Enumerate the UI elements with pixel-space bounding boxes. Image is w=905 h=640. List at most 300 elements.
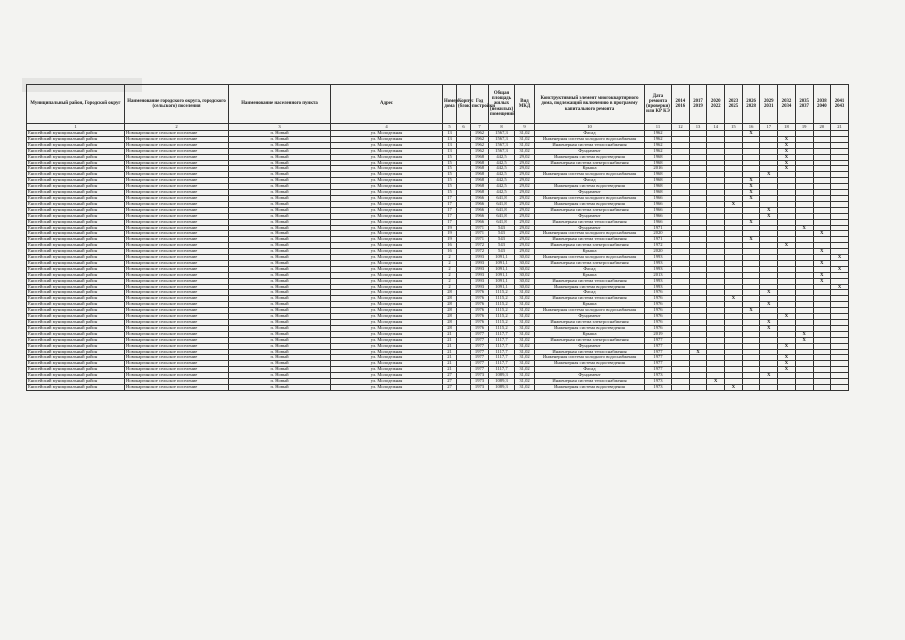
- cell-district: Енисейский муниципальный район: [27, 160, 125, 166]
- cell-house-number: 13: [443, 148, 457, 154]
- period-cell: X: [725, 384, 743, 390]
- cell-build-year: 1968: [471, 184, 489, 190]
- cell-build-year: 1962: [471, 131, 489, 137]
- cell-district: Енисейский муниципальный район: [27, 296, 125, 302]
- cell-house-number: 2: [443, 266, 457, 272]
- cell-building-type: 31,02: [515, 320, 535, 326]
- cell-village: п. Новый: [229, 237, 331, 243]
- period-cell: X: [689, 349, 707, 355]
- cell-address: ул. Молодежная: [331, 302, 443, 308]
- cell-address: ул. Молодежная: [331, 178, 443, 184]
- cell-repair-date: 1968: [645, 160, 672, 166]
- cell-element: Инженерная система холодного водоснабжения: [535, 172, 645, 178]
- cell-settlement: Новокаргинское сельское поселение: [125, 201, 229, 207]
- cell-element: Инженерная система теплоснабжения: [535, 142, 645, 148]
- cell-district: Енисейский муниципальный район: [27, 237, 125, 243]
- cell-repair-date: 1968: [645, 178, 672, 184]
- cell-repair-date: 1993: [645, 278, 672, 284]
- cell-build-year: 1977: [471, 355, 489, 361]
- cell-area: 1567,3: [489, 136, 515, 142]
- cell-district: Енисейский муниципальный район: [27, 213, 125, 219]
- cell-repair-date: 2019: [645, 331, 672, 337]
- cell-settlement: Новокаргинское сельское поселение: [125, 136, 229, 142]
- cell-building-type: 31,02: [515, 384, 535, 390]
- cell-house-number: 15: [443, 172, 457, 178]
- column-number: 15: [725, 124, 743, 131]
- cell-settlement: Новокаргинское сельское поселение: [125, 384, 229, 390]
- cell-house-number: 19: [443, 237, 457, 243]
- period-cell: X: [813, 260, 831, 266]
- cell-repair-date: 1993: [645, 266, 672, 272]
- cell-address: ул. Молодежная: [331, 195, 443, 201]
- column-header: 2017 2019: [689, 85, 707, 124]
- cell-settlement: Новокаргинское сельское поселение: [125, 302, 229, 308]
- cell-repair-date: 1976: [645, 290, 672, 296]
- cell-area: 1117,7: [489, 355, 515, 361]
- column-header: Муниципальный район, Городской округ: [27, 85, 125, 124]
- column-number: 16: [742, 124, 760, 131]
- cell-building-type: 29,02: [515, 219, 535, 225]
- cell-build-year: 1968: [471, 190, 489, 196]
- period-cell: [707, 384, 725, 390]
- cell-area: 1115,2: [489, 290, 515, 296]
- period-cell: X: [760, 373, 778, 379]
- cell-build-year: 1993: [471, 260, 489, 266]
- cell-settlement: Новокаргинское сельское поселение: [125, 249, 229, 255]
- cell-repair-date: 1977: [645, 349, 672, 355]
- cell-address: ул. Молодежная: [331, 172, 443, 178]
- cell-address: ул. Молодежная: [331, 201, 443, 207]
- cell-repair-date: 1976: [645, 314, 672, 320]
- period-cell: X: [742, 308, 760, 314]
- cell-building-type: 29,02: [515, 231, 535, 237]
- cell-repair-date: 1972: [645, 243, 672, 249]
- cell-district: Енисейский муниципальный район: [27, 343, 125, 349]
- cell-element: Фундамент: [535, 343, 645, 349]
- cell-element: Крыша: [535, 166, 645, 172]
- cell-building-type: 30,02: [515, 266, 535, 272]
- cell-village: п. Новый: [229, 166, 331, 172]
- cell-district: Енисейский муниципальный район: [27, 131, 125, 137]
- cell-district: Енисейский муниципальный район: [27, 255, 125, 261]
- cell-house-number: 15: [443, 154, 457, 160]
- cell-village: п. Новый: [229, 201, 331, 207]
- period-cell: X: [778, 243, 796, 249]
- cell-build-year: 1962: [471, 142, 489, 148]
- cell-area: 1091,1: [489, 272, 515, 278]
- cell-house-number: 19: [443, 231, 457, 237]
- cell-building-type: 31,02: [515, 373, 535, 379]
- cell-village: п. Новый: [229, 290, 331, 296]
- cell-house-number: 2: [443, 260, 457, 266]
- period-cell: X: [813, 249, 831, 255]
- cell-house-number: 28: [443, 302, 457, 308]
- cell-building-type: 31,02: [515, 136, 535, 142]
- cell-house-number: 21: [443, 343, 457, 349]
- cell-district: Енисейский муниципальный район: [27, 331, 125, 337]
- cell-district: Енисейский муниципальный район: [27, 355, 125, 361]
- cell-element: Инженерная система холодного водоснабжения: [535, 231, 645, 237]
- cell-village: п. Новый: [229, 296, 331, 302]
- document-sheet: [26, 84, 848, 391]
- column-number: 17: [760, 124, 778, 131]
- column-header: Год постройки: [471, 85, 489, 124]
- period-cell: X: [831, 255, 849, 261]
- cell-repair-date: 1976: [645, 296, 672, 302]
- cell-address: ул. Молодежная: [331, 266, 443, 272]
- column-number: 12: [672, 124, 690, 131]
- cell-settlement: Новокаргинское сельское поселение: [125, 343, 229, 349]
- cell-village: п. Новый: [229, 314, 331, 320]
- cell-build-year: 1968: [471, 166, 489, 172]
- cell-building-type: 31,02: [515, 290, 535, 296]
- cell-element: Инженерная система холодного водоснабжения: [535, 255, 645, 261]
- cell-repair-date: 1966: [645, 201, 672, 207]
- period-cell: X: [778, 355, 796, 361]
- period-cell: X: [742, 219, 760, 225]
- cell-build-year: 1962: [471, 148, 489, 154]
- cell-settlement: Новокаргинское сельское поселение: [125, 320, 229, 326]
- cell-building-type: 30,02: [515, 278, 535, 284]
- cell-house-number: 13: [443, 136, 457, 142]
- cell-area: 1117,7: [489, 337, 515, 343]
- column-number: 21: [831, 124, 849, 131]
- cell-district: Енисейский муниципальный район: [27, 195, 125, 201]
- period-cell: X: [778, 160, 796, 166]
- cell-house-number: 2: [443, 278, 457, 284]
- cell-building-type: 29,02: [515, 154, 535, 160]
- cell-element: Инженерная система электроснабжения: [535, 320, 645, 326]
- cell-house-number: 28: [443, 290, 457, 296]
- period-cell: X: [795, 337, 813, 343]
- cell-building-type: 31,02: [515, 379, 535, 385]
- column-number: 5: [443, 124, 457, 131]
- cell-repair-date: 1977: [645, 361, 672, 367]
- cell-element: Инженерная система теплоснабжения: [535, 296, 645, 302]
- period-cell: X: [742, 237, 760, 243]
- period-cell: X: [831, 284, 849, 290]
- cell-address: ул. Молодежная: [331, 166, 443, 172]
- cell-element: Крыша: [535, 249, 645, 255]
- period-cell: X: [760, 213, 778, 219]
- cell-building-type: 30,02: [515, 260, 535, 266]
- cell-build-year: 1966: [471, 201, 489, 207]
- cell-district: Енисейский муниципальный район: [27, 225, 125, 231]
- cell-building-type: 29,02: [515, 190, 535, 196]
- cell-settlement: Новокаргинское сельское поселение: [125, 178, 229, 184]
- cell-settlement: Новокаргинское сельское поселение: [125, 308, 229, 314]
- cell-house-number: 15: [443, 190, 457, 196]
- period-cell: [813, 384, 831, 390]
- column-header: 2026 2028: [742, 85, 760, 124]
- cell-repair-date: 1962: [645, 131, 672, 137]
- cell-house-number: 21: [443, 349, 457, 355]
- cell-house-number: 19: [443, 225, 457, 231]
- cell-element: Инженерная система холодного водоснабжения: [535, 355, 645, 361]
- cell-area: 1089,3: [489, 379, 515, 385]
- cell-repair-date: 2020: [645, 231, 672, 237]
- cell-repair-date: 1968: [645, 154, 672, 160]
- cell-address: ул. Молодежная: [331, 284, 443, 290]
- cell-area: 1115,2: [489, 296, 515, 302]
- cell-element: Инженерная система холодного водоснабжения: [535, 195, 645, 201]
- cell-build-year: 1968: [471, 178, 489, 184]
- cell-building-type: 31,02: [515, 296, 535, 302]
- cell-address: ул. Молодежная: [331, 207, 443, 213]
- cell-element: Инженерная система электроснабжения: [535, 207, 645, 213]
- cell-build-year: 1993: [471, 284, 489, 290]
- cell-building-type: 31,02: [515, 142, 535, 148]
- cell-repair-date: 1976: [645, 308, 672, 314]
- period-cell: X: [760, 320, 778, 326]
- cell-address: ул. Молодежная: [331, 237, 443, 243]
- cell-village: п. Новый: [229, 213, 331, 219]
- cell-building-type: 31,02: [515, 331, 535, 337]
- cell-repair-date: 1966: [645, 213, 672, 219]
- cell-district: Енисейский муниципальный район: [27, 314, 125, 320]
- cell-building-type: 31,02: [515, 308, 535, 314]
- cell-house-number: 21: [443, 337, 457, 343]
- column-number: 11: [645, 124, 672, 131]
- cell-area: 641,8: [489, 219, 515, 225]
- cell-area: 442,5: [489, 166, 515, 172]
- cell-village: п. Новый: [229, 320, 331, 326]
- cell-village: п. Новый: [229, 260, 331, 266]
- cell-settlement: Новокаргинское сельское поселение: [125, 260, 229, 266]
- cell-building-type: 31,02: [515, 148, 535, 154]
- cell-address: ул. Молодежная: [331, 160, 443, 166]
- cell-element: Инженерная система теплоснабжения: [535, 278, 645, 284]
- column-header: Вид МКД: [515, 85, 535, 124]
- cell-area: 1567,3: [489, 148, 515, 154]
- cell-build-year: 1966: [471, 207, 489, 213]
- period-cell: X: [778, 136, 796, 142]
- cell-settlement: Новокаргинское сельское поселение: [125, 243, 229, 249]
- cell-address: ул. Молодежная: [331, 255, 443, 261]
- cell-area: 543: [489, 231, 515, 237]
- cell-village: п. Новый: [229, 278, 331, 284]
- cell-district: Енисейский муниципальный район: [27, 349, 125, 355]
- cell-building-type: 31,02: [515, 314, 535, 320]
- cell-element: Инженерная система теплоснабжения: [535, 349, 645, 355]
- cell-address: ул. Молодежная: [331, 272, 443, 278]
- period-cell: X: [813, 231, 831, 237]
- period-cell: X: [778, 142, 796, 148]
- cell-village: п. Новый: [229, 266, 331, 272]
- cell-village: п. Новый: [229, 184, 331, 190]
- cell-house-number: 28: [443, 314, 457, 320]
- cell-address: ул. Молодежная: [331, 355, 443, 361]
- cell-element: Фасад: [535, 367, 645, 373]
- cell-build-year: 1977: [471, 349, 489, 355]
- cell-address: ул. Молодежная: [331, 384, 443, 390]
- period-cell: X: [813, 272, 831, 278]
- cell-village: п. Новый: [229, 172, 331, 178]
- cell-house-number: 28: [443, 320, 457, 326]
- cell-house-number: 27: [443, 384, 457, 390]
- cell-area: 1117,7: [489, 349, 515, 355]
- cell-area: 442,5: [489, 190, 515, 196]
- cell-house-number: 21: [443, 367, 457, 373]
- cell-build-year: 1973: [471, 379, 489, 385]
- cell-address: ул. Молодежная: [331, 243, 443, 249]
- cell-district: Енисейский муниципальный район: [27, 178, 125, 184]
- cell-area: 1117,7: [489, 343, 515, 349]
- cell-area: 641,8: [489, 207, 515, 213]
- cell-address: ул. Молодежная: [331, 249, 443, 255]
- cell-village: п. Новый: [229, 255, 331, 261]
- period-cell: X: [742, 131, 760, 137]
- cell-element: Фундамент: [535, 213, 645, 219]
- cell-village: п. Новый: [229, 355, 331, 361]
- column-header: 2014 2016: [672, 85, 690, 124]
- cell-building-type: 29,02: [515, 243, 535, 249]
- column-number: 14: [707, 124, 725, 131]
- cell-village: п. Новый: [229, 136, 331, 142]
- cell-settlement: Новокаргинское сельское поселение: [125, 190, 229, 196]
- cell-address: ул. Молодежная: [331, 325, 443, 331]
- cell-address: ул. Молодежная: [331, 136, 443, 142]
- cell-build-year: 1972: [471, 249, 489, 255]
- cell-settlement: Новокаргинское сельское поселение: [125, 355, 229, 361]
- cell-repair-date: 1977: [645, 337, 672, 343]
- cell-area: 641,8: [489, 195, 515, 201]
- cell-district: Енисейский муниципальный район: [27, 320, 125, 326]
- cell-element: Инженерная система электроснабжения: [535, 337, 645, 343]
- cell-village: п. Новый: [229, 325, 331, 331]
- cell-address: ул. Молодежная: [331, 184, 443, 190]
- cell-district: Енисейский муниципальный район: [27, 337, 125, 343]
- cell-settlement: Новокаргинское сельское поселение: [125, 266, 229, 272]
- column-number: 19: [795, 124, 813, 131]
- cell-district: Енисейский муниципальный район: [27, 272, 125, 278]
- cell-village: п. Новый: [229, 343, 331, 349]
- cell-district: Енисейский муниципальный район: [27, 142, 125, 148]
- cell-district: Енисейский муниципальный район: [27, 278, 125, 284]
- cell-house-number: 17: [443, 207, 457, 213]
- cell-village: п. Новый: [229, 131, 331, 137]
- cell-village: п. Новый: [229, 302, 331, 308]
- cell-repair-date: 1971: [645, 237, 672, 243]
- column-number: 20: [813, 124, 831, 131]
- cell-settlement: Новокаргинское сельское поселение: [125, 349, 229, 355]
- cell-build-year: 1973: [471, 384, 489, 390]
- column-header: Дата ремонта (проверки) или КР КЭ: [645, 85, 672, 124]
- period-cell: X: [795, 331, 813, 337]
- cell-house-number: 17: [443, 195, 457, 201]
- cell-repair-date: 1962: [645, 142, 672, 148]
- cell-repair-date: 1962: [645, 148, 672, 154]
- cell-repair-date: 1977: [645, 355, 672, 361]
- cell-house-number: 17: [443, 219, 457, 225]
- period-cell: X: [742, 190, 760, 196]
- cell-build-year: 1976: [471, 296, 489, 302]
- cell-build-year: 1976: [471, 325, 489, 331]
- cell-address: ул. Молодежная: [331, 379, 443, 385]
- cell-element: Инженерная система водоотведения: [535, 325, 645, 331]
- cell-building-type: 29,02: [515, 166, 535, 172]
- cell-build-year: 1972: [471, 243, 489, 249]
- cell-building-type: 29,02: [515, 195, 535, 201]
- cell-house-number: 2: [443, 255, 457, 261]
- cell-village: п. Новый: [229, 308, 331, 314]
- cell-house-number: 15: [443, 178, 457, 184]
- cell-building-type: 29,02: [515, 249, 535, 255]
- cell-build-year: 1968: [471, 160, 489, 166]
- cell-element: Фундамент: [535, 148, 645, 154]
- cell-area: 1115,2: [489, 308, 515, 314]
- cell-build-year: 1971: [471, 225, 489, 231]
- cell-element: Инженерная система водоотведения: [535, 184, 645, 190]
- cell-village: п. Новый: [229, 349, 331, 355]
- column-header: 2035 2037: [795, 85, 813, 124]
- period-cell: X: [760, 302, 778, 308]
- cell-village: п. Новый: [229, 331, 331, 337]
- cell-village: п. Новый: [229, 384, 331, 390]
- cell-repair-date: 1977: [645, 343, 672, 349]
- period-cell: X: [742, 195, 760, 201]
- column-header: Адрес: [331, 85, 443, 124]
- cell-village: п. Новый: [229, 231, 331, 237]
- cell-district: Енисейский муниципальный район: [27, 201, 125, 207]
- cell-area: 1091,1: [489, 255, 515, 261]
- cell-area: 543: [489, 237, 515, 243]
- cell-settlement: Новокаргинское сельское поселение: [125, 255, 229, 261]
- cell-village: п. Новый: [229, 272, 331, 278]
- cell-settlement: Новокаргинское сельское поселение: [125, 148, 229, 154]
- cell-build-year: 1977: [471, 337, 489, 343]
- cell-build-year: 1977: [471, 331, 489, 337]
- cell-area: 1089,3: [489, 373, 515, 379]
- cell-area: 442,5: [489, 184, 515, 190]
- cell-build-year: 1976: [471, 308, 489, 314]
- cell-settlement: Новокаргинское сельское поселение: [125, 225, 229, 231]
- cell-element: Инженерная система электроснабжения: [535, 243, 645, 249]
- cell-repair-date: 1993: [645, 255, 672, 261]
- cell-house-number: 21: [443, 355, 457, 361]
- cell-address: ул. Молодежная: [331, 331, 443, 337]
- cell-address: ул. Молодежная: [331, 190, 443, 196]
- cell-district: Енисейский муниципальный район: [27, 207, 125, 213]
- cell-settlement: Новокаргинское сельское поселение: [125, 379, 229, 385]
- cell-element: Фасад: [535, 266, 645, 272]
- cell-district: Енисейский муниципальный район: [27, 308, 125, 314]
- period-cell: X: [742, 178, 760, 184]
- cell-area: 442,5: [489, 172, 515, 178]
- cell-element: Фасад: [535, 131, 645, 137]
- cell-building-type: 31,02: [515, 337, 535, 343]
- period-cell: X: [760, 325, 778, 331]
- cell-repair-date: 1968: [645, 190, 672, 196]
- cell-building-type: 29,02: [515, 184, 535, 190]
- cell-build-year: 1977: [471, 361, 489, 367]
- cell-settlement: Новокаргинское сельское поселение: [125, 272, 229, 278]
- cell-district: Енисейский муниципальный район: [27, 154, 125, 160]
- cell-house-number: 2: [443, 284, 457, 290]
- cell-area: 1091,1: [489, 278, 515, 284]
- column-header: 2020 2022: [707, 85, 725, 124]
- cell-build-year: 1976: [471, 290, 489, 296]
- cell-area: 1567,3: [489, 131, 515, 137]
- cell-house-number: 15: [443, 160, 457, 166]
- cell-build-year: 1968: [471, 172, 489, 178]
- cell-build-year: 1977: [471, 367, 489, 373]
- column-header: 2023 2025: [725, 85, 743, 124]
- cell-area: 1117,7: [489, 331, 515, 337]
- cell-building-type: 29,02: [515, 237, 535, 243]
- cell-build-year: 1976: [471, 314, 489, 320]
- cell-building-type: 29,02: [515, 201, 535, 207]
